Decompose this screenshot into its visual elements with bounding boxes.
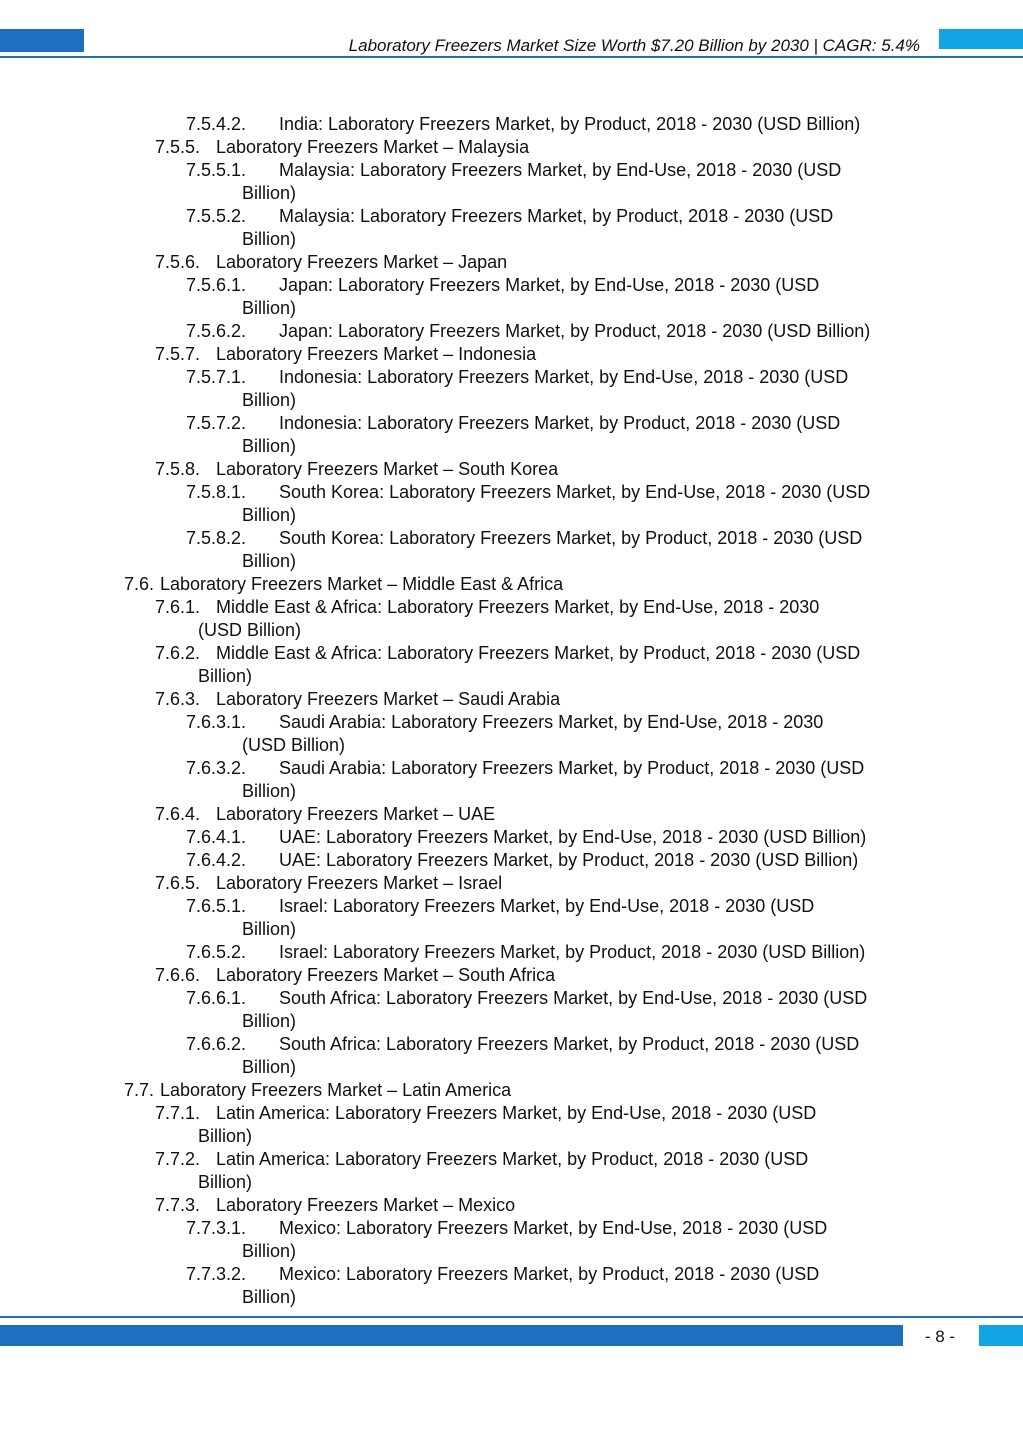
toc-entry-title: Malaysia: Laboratory Freezers Market, by End-Use, 2018 - 2030 (USD bbox=[279, 160, 842, 180]
toc-entry-number: 7.7.1. bbox=[155, 1103, 201, 1123]
toc-entry bbox=[0, 527, 1023, 573]
toc-entry-number: 7.6.2. bbox=[155, 643, 201, 663]
toc-entry bbox=[0, 987, 1023, 1033]
toc-entry-title: Saudi Arabia: Laboratory Freezers Market, by End-Use, 2018 - 2030 bbox=[279, 712, 824, 732]
toc-entry bbox=[0, 1079, 1023, 1102]
toc-entry-number: 7.5.7.1. bbox=[186, 367, 247, 387]
toc-entry bbox=[0, 1102, 1023, 1148]
toc-entry bbox=[0, 159, 1023, 205]
toc-entry-title: Latin America: Laboratory Freezers Market, by Product, 2018 - 2030 (USD bbox=[216, 1149, 809, 1169]
toc-entry-number: 7.6.3.1. bbox=[186, 712, 247, 732]
table-of-contents bbox=[0, 113, 1023, 1309]
page-number: - 8 - bbox=[924, 1327, 956, 1346]
toc-entry-number: 7.5.6.1. bbox=[186, 275, 247, 295]
toc-entry-title: Laboratory Freezers Market – Malaysia bbox=[216, 137, 530, 157]
toc-entry bbox=[0, 895, 1023, 941]
toc-entry-number: 7.5.6. bbox=[155, 252, 201, 272]
toc-entry-title: Laboratory Freezers Market – South Africa bbox=[216, 965, 556, 985]
toc-entry bbox=[0, 1148, 1023, 1194]
toc-entry-title-continuation: Billion) bbox=[242, 1011, 297, 1031]
toc-entry-title: Laboratory Freezers Market – Japan bbox=[216, 252, 508, 272]
toc-entry-title-continuation: Billion) bbox=[242, 781, 297, 801]
toc-entry-title: Indonesia: Laboratory Freezers Market, by Product, 2018 - 2030 (USD bbox=[279, 413, 841, 433]
footer-accent-bar bbox=[0, 1325, 903, 1346]
toc-entry-title: Laboratory Freezers Market – UAE bbox=[216, 804, 496, 824]
toc-entry bbox=[0, 826, 1023, 849]
toc-entry bbox=[0, 688, 1023, 711]
toc-entry-title-continuation: (USD Billion) bbox=[198, 620, 302, 640]
toc-entry-title-continuation: Billion) bbox=[242, 390, 297, 410]
toc-entry bbox=[0, 412, 1023, 458]
header-rule bbox=[0, 56, 1023, 58]
toc-entry-number: 7.5.8.2. bbox=[186, 528, 247, 548]
toc-entry bbox=[0, 1263, 1023, 1309]
toc-entry-title-continuation: Billion) bbox=[242, 551, 297, 571]
toc-entry-title: South Korea: Laboratory Freezers Market, by Product, 2018 - 2030 (USD bbox=[279, 528, 863, 548]
toc-entry-number: 7.6.6. bbox=[155, 965, 201, 985]
toc-entry bbox=[0, 642, 1023, 688]
toc-entry-title: Laboratory Freezers Market – Israel bbox=[216, 873, 503, 893]
toc-entry-title: Israel: Laboratory Freezers Market, by End-Use, 2018 - 2030 (USD bbox=[279, 896, 815, 916]
toc-entry bbox=[0, 711, 1023, 757]
toc-entry-number: 7.6.4.1. bbox=[186, 827, 247, 847]
toc-entry-number: 7.6.5.1. bbox=[186, 896, 247, 916]
toc-entry-title: Laboratory Freezers Market – Middle East & Africa bbox=[160, 574, 564, 594]
toc-entry-title-continuation: Billion) bbox=[198, 666, 253, 686]
page-header-title: Laboratory Freezers Market Size Worth $7.20 Billion by 2030 | CAGR: 5.4% bbox=[348, 36, 920, 55]
toc-entry-number: 7.6.6.2. bbox=[186, 1034, 247, 1054]
toc-entry-number: 7.6.6.1. bbox=[186, 988, 247, 1008]
toc-entry-number: 7.6.4. bbox=[155, 804, 201, 824]
toc-entry bbox=[0, 1033, 1023, 1079]
toc-entry-title-continuation: Billion) bbox=[242, 919, 297, 939]
toc-entry-title: Israel: Laboratory Freezers Market, by Product, 2018 - 2030 (USD Billion) bbox=[279, 942, 866, 962]
toc-entry-number: 7.5.7.2. bbox=[186, 413, 247, 433]
toc-entry-number: 7.6. bbox=[124, 574, 155, 594]
toc-entry-title-continuation: Billion) bbox=[198, 1172, 253, 1192]
toc-entry-number: 7.6.1. bbox=[155, 597, 201, 617]
toc-entry bbox=[0, 1217, 1023, 1263]
toc-entry-title-continuation: Billion) bbox=[242, 1241, 297, 1261]
toc-entry-number: 7.6.5. bbox=[155, 873, 201, 893]
toc-entry bbox=[0, 849, 1023, 872]
toc-entry-title: India: Laboratory Freezers Market, by Product, 2018 - 2030 (USD Billion) bbox=[279, 114, 861, 134]
footer-rule bbox=[0, 1316, 1023, 1318]
toc-entry-title: Laboratory Freezers Market – South Korea bbox=[216, 459, 559, 479]
toc-entry-number: 7.5.6.2. bbox=[186, 321, 247, 341]
toc-entry bbox=[0, 274, 1023, 320]
toc-entry-title-continuation: Billion) bbox=[242, 298, 297, 318]
toc-entry bbox=[0, 481, 1023, 527]
toc-entry-number: 7.7.3.2. bbox=[186, 1264, 247, 1284]
toc-entry bbox=[0, 596, 1023, 642]
toc-entry-title: Laboratory Freezers Market – Saudi Arabia bbox=[216, 689, 561, 709]
toc-entry-number: 7.5.7. bbox=[155, 344, 201, 364]
toc-entry-title-continuation: Billion) bbox=[242, 1287, 297, 1307]
toc-entry-title-continuation: Billion) bbox=[242, 183, 297, 203]
toc-entry-title-continuation: Billion) bbox=[242, 505, 297, 525]
toc-entry-number: 7.5.8. bbox=[155, 459, 201, 479]
toc-entry bbox=[0, 573, 1023, 596]
toc-entry bbox=[0, 1194, 1023, 1217]
toc-entry-number: 7.5.8.1. bbox=[186, 482, 247, 502]
toc-entry-title: Latin America: Laboratory Freezers Market, by End-Use, 2018 - 2030 (USD bbox=[216, 1103, 817, 1123]
toc-entry-title-continuation: Billion) bbox=[242, 1057, 297, 1077]
toc-entry-title: South Korea: Laboratory Freezers Market, by End-Use, 2018 - 2030 (USD bbox=[279, 482, 871, 502]
toc-entry bbox=[0, 941, 1023, 964]
toc-entry bbox=[0, 757, 1023, 803]
toc-entry-number: 7.5.4.2. bbox=[186, 114, 247, 134]
toc-entry-title: Saudi Arabia: Laboratory Freezers Market, by Product, 2018 - 2030 (USD bbox=[279, 758, 865, 778]
toc-entry-number: 7.6.3.2. bbox=[186, 758, 247, 778]
toc-entry bbox=[0, 205, 1023, 251]
toc-entry bbox=[0, 803, 1023, 826]
toc-entry bbox=[0, 964, 1023, 987]
toc-entry-title-continuation: (USD Billion) bbox=[242, 735, 346, 755]
toc-entry-title: Middle East & Africa: Laboratory Freezers Market, by Product, 2018 - 2030 (USD bbox=[216, 643, 861, 663]
toc-entry bbox=[0, 343, 1023, 366]
toc-entry-title: Middle East & Africa: Laboratory Freezers Market, by End-Use, 2018 - 2030 bbox=[216, 597, 820, 617]
toc-entry-number: 7.5.5.2. bbox=[186, 206, 247, 226]
toc-entry-number: 7.7.3.1. bbox=[186, 1218, 247, 1238]
toc-entry-number: 7.7. bbox=[124, 1080, 155, 1100]
toc-entry-number: 7.5.5. bbox=[155, 137, 201, 157]
toc-entry-title: Laboratory Freezers Market – Latin America bbox=[160, 1080, 512, 1100]
toc-entry-title: Japan: Laboratory Freezers Market, by Product, 2018 - 2030 (USD Billion) bbox=[279, 321, 871, 341]
toc-entry bbox=[0, 872, 1023, 895]
toc-entry-number: 7.6.5.2. bbox=[186, 942, 247, 962]
toc-entry-title: Indonesia: Laboratory Freezers Market, by End-Use, 2018 - 2030 (USD bbox=[279, 367, 849, 387]
toc-entry bbox=[0, 320, 1023, 343]
toc-entry-title: Mexico: Laboratory Freezers Market, by End-Use, 2018 - 2030 (USD bbox=[279, 1218, 828, 1238]
toc-entry-title: Mexico: Laboratory Freezers Market, by Product, 2018 - 2030 (USD bbox=[279, 1264, 820, 1284]
toc-entry bbox=[0, 136, 1023, 159]
toc-entry bbox=[0, 458, 1023, 481]
footer-accent-block-right bbox=[979, 1325, 1023, 1346]
toc-entry-title: Laboratory Freezers Market – Mexico bbox=[216, 1195, 516, 1215]
toc-entry-number: 7.7.3. bbox=[155, 1195, 201, 1215]
toc-entry-title-continuation: Billion) bbox=[242, 436, 297, 456]
toc-entry bbox=[0, 366, 1023, 412]
toc-entry-title-continuation: Billion) bbox=[242, 229, 297, 249]
header-accent-block-right bbox=[939, 29, 1023, 49]
toc-entry-title: South Africa: Laboratory Freezers Market, by End-Use, 2018 - 2030 (USD bbox=[279, 988, 868, 1008]
toc-entry-number: 7.5.5.1. bbox=[186, 160, 247, 180]
toc-entry-title: Laboratory Freezers Market – Indonesia bbox=[216, 344, 537, 364]
toc-entry-title-continuation: Billion) bbox=[198, 1126, 253, 1146]
toc-entry-title: Japan: Laboratory Freezers Market, by End-Use, 2018 - 2030 (USD bbox=[279, 275, 820, 295]
toc-entry bbox=[0, 113, 1023, 136]
toc-entry-title: South Africa: Laboratory Freezers Market, by Product, 2018 - 2030 (USD bbox=[279, 1034, 860, 1054]
toc-entry-title: UAE: Laboratory Freezers Market, by End-Use, 2018 - 2030 (USD Billion) bbox=[279, 827, 867, 847]
toc-entry-title: UAE: Laboratory Freezers Market, by Product, 2018 - 2030 (USD Billion) bbox=[279, 850, 859, 870]
toc-entry bbox=[0, 251, 1023, 274]
toc-entry-number: 7.6.4.2. bbox=[186, 850, 247, 870]
toc-entry-title: Malaysia: Laboratory Freezers Market, by Product, 2018 - 2030 (USD bbox=[279, 206, 834, 226]
toc-entry-number: 7.6.3. bbox=[155, 689, 201, 709]
toc-entry-number: 7.7.2. bbox=[155, 1149, 201, 1169]
